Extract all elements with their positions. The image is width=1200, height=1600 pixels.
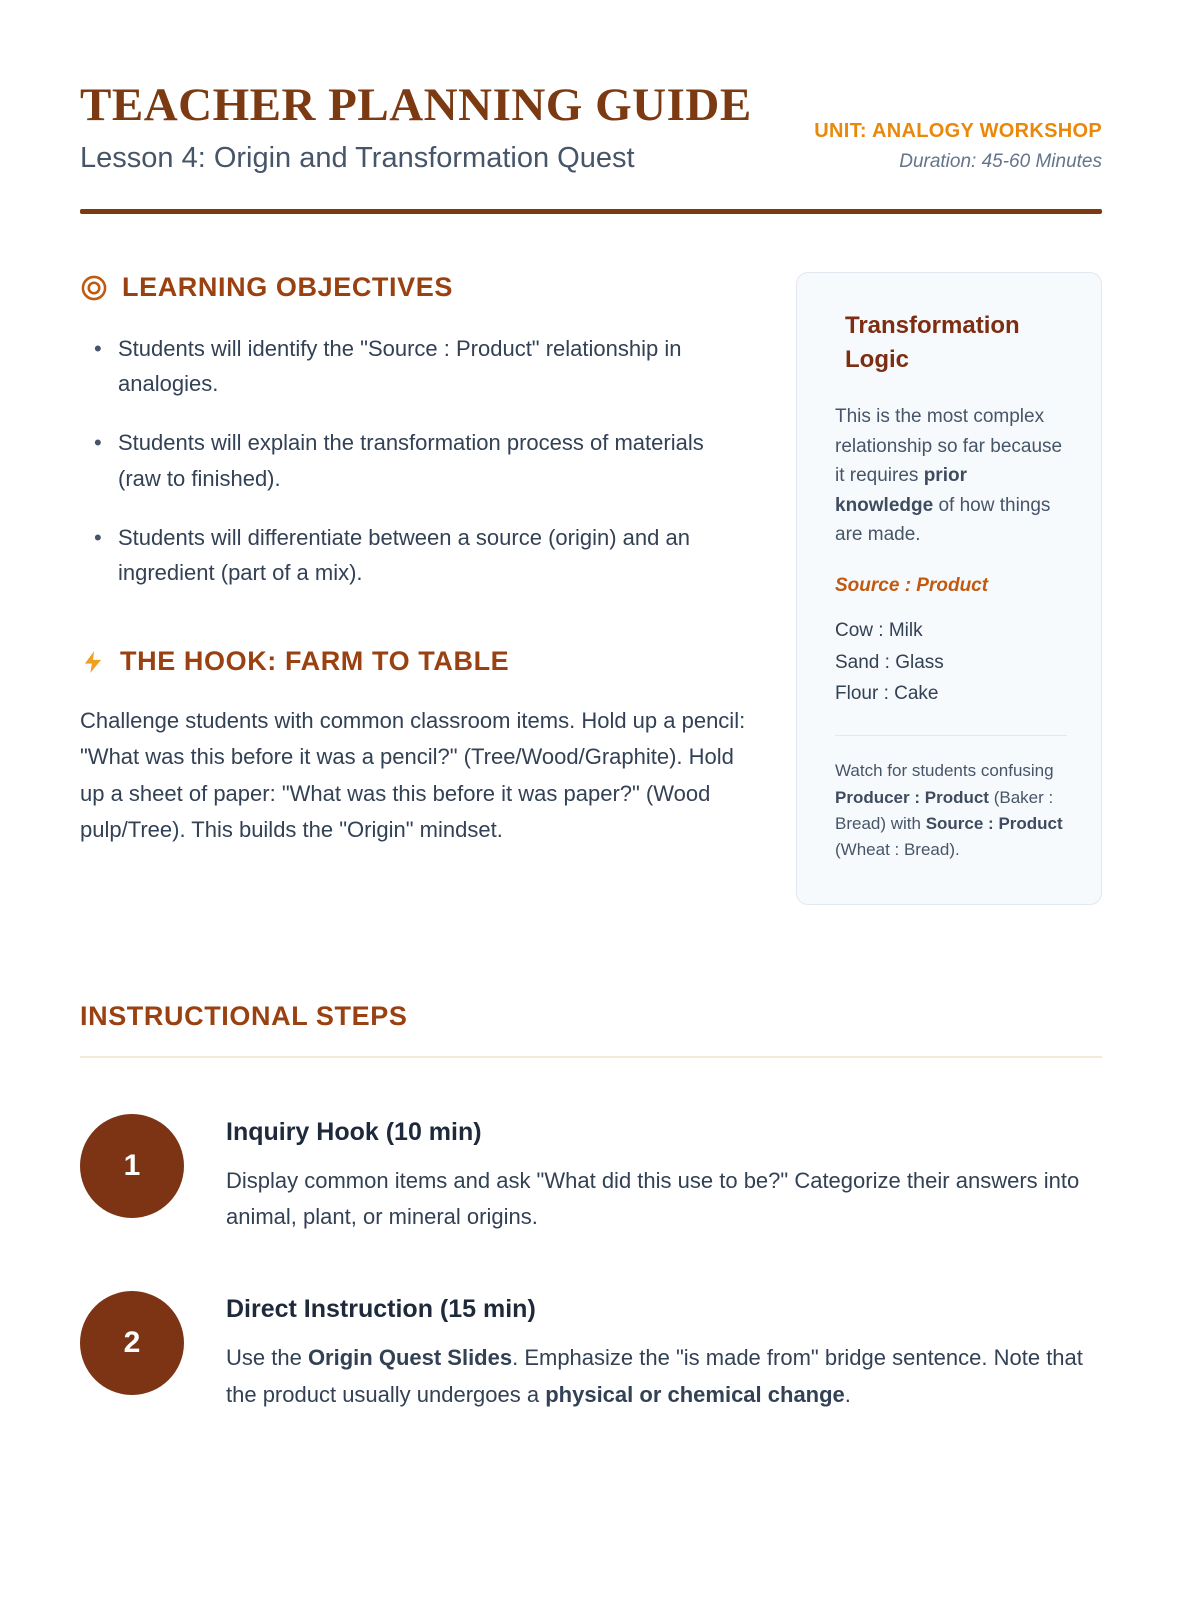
objective-item: • Students will identify the "Source : Product" relationship in analogies.	[80, 331, 748, 401]
main-column	[80, 272, 748, 905]
hook-heading-row	[80, 646, 748, 677]
step-body-bold: physical or chemical change	[545, 1381, 845, 1407]
lightning-bolt-icon	[80, 649, 106, 675]
header-meta-block	[814, 120, 1102, 175]
warning-text: (Wheat : Bread).	[835, 840, 960, 860]
hook-section	[80, 646, 748, 848]
card-intro-text: of how things are made.	[835, 494, 1051, 545]
step-body	[226, 1340, 1102, 1413]
objectives-heading-row	[80, 272, 748, 303]
step-content	[226, 1287, 1102, 1413]
steps-heading: INSTRUCTIONAL STEPS	[80, 1000, 408, 1031]
duration-label: Duration: 45-60 Minutes	[899, 151, 1102, 172]
learning-objectives-section	[80, 272, 748, 590]
header-title-block	[80, 78, 752, 175]
page-title: TEACHER PLANNING GUIDE	[80, 79, 752, 131]
step-body-text: . Emphasize the "is made from" bridge sentence. Note that the product usually undergoes a	[226, 1345, 1083, 1407]
objectives-list	[80, 331, 748, 590]
card-title: Transformation Logic	[845, 312, 1020, 373]
step-title: Inquiry Hook (10 min)	[226, 1117, 482, 1146]
step-number-badge: 2	[80, 1291, 184, 1395]
hook-paragraph: Challenge students with common classroom items. Hold up a pencil: "What was this before it was a pencil?" (Tree/Wood/Graphite). Hold up a sheet of paper: "What was this before it was paper?" (Wood pulp/Tree). This builds the "Origin" mindset.	[80, 708, 746, 843]
objective-item: • Students will explain the transformation process of materials (raw to finished).	[80, 425, 748, 495]
step-body-bold: Origin Quest Slides	[307, 1345, 513, 1371]
objectives-heading: LEARNING OBJECTIVES	[122, 272, 453, 302]
step-row-2	[80, 1287, 1102, 1413]
card-intro-bold: prior knowledge	[835, 465, 967, 516]
example-item: Cow : Milk	[835, 620, 923, 642]
step-content	[226, 1110, 1102, 1236]
step-title: Direct Instruction (15 min)	[226, 1295, 536, 1324]
hook-heading: THE HOOK: FARM TO TABLE	[120, 646, 510, 677]
card-intro-text: This is the most complex relationship so far because it requires	[835, 406, 1063, 487]
lesson-subtitle: Lesson 4: Origin and Transformation Quest	[80, 142, 635, 174]
transformation-logic-card	[796, 272, 1102, 905]
warning-bold: Source : Product	[925, 814, 1063, 834]
warning-bold: Producer : Product	[835, 787, 989, 807]
unit-label: UNIT: ANALOGY WORKSHOP	[814, 120, 1102, 142]
pattern-label: Source : Product	[835, 575, 989, 597]
card-divider	[835, 735, 1067, 736]
step-body-text: .	[844, 1381, 851, 1407]
step-body: Display common items and ask "What did this use to be?" Categorize their answers into animal, plant, or mineral origins.	[226, 1167, 1080, 1230]
example-item: Flour : Cake	[835, 683, 939, 705]
card-warning	[835, 758, 1067, 863]
content-columns	[80, 272, 1102, 905]
example-item: Sand : Glass	[835, 651, 944, 673]
card-intro	[835, 402, 1067, 549]
warning-text: (Baker : Bread) with	[835, 787, 1054, 834]
step-number-badge: 1	[80, 1114, 184, 1218]
steps-divider	[80, 1056, 1102, 1058]
warning-text: Watch for students confusing	[835, 761, 1054, 781]
target-icon	[80, 274, 108, 302]
objective-item: • Students will differentiate between a source (origin) and an ingredient (part of a mix).	[80, 520, 748, 590]
instructional-steps-section	[80, 1001, 1102, 1413]
examples-list	[835, 615, 1067, 709]
header-divider	[80, 209, 1102, 214]
header	[80, 78, 1102, 175]
step-body-text: Use the	[226, 1345, 308, 1371]
step-row-1	[80, 1110, 1102, 1236]
